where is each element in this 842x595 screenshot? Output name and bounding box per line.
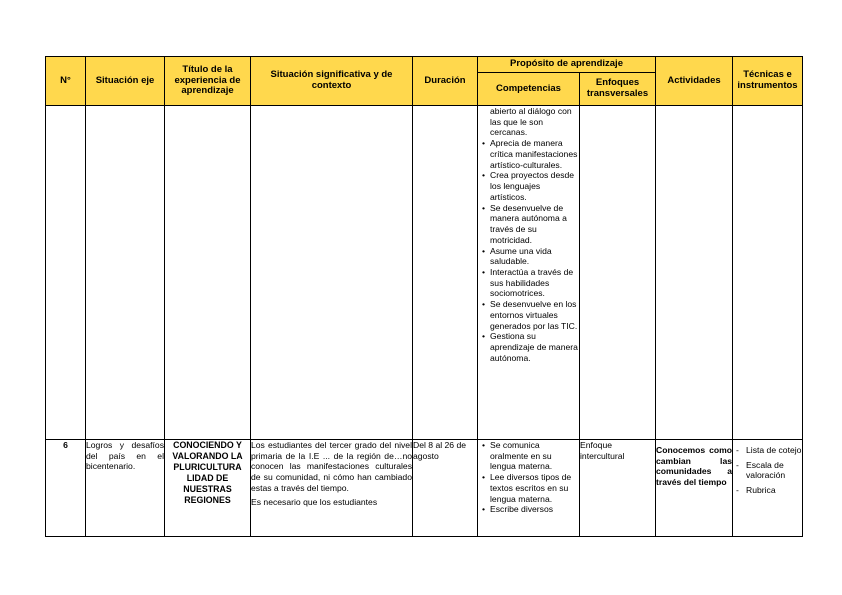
header-tecnicas: Técnicas e instrumentos (733, 57, 803, 106)
row-6 (46, 440, 803, 537)
list-item: • Escribe diversos (482, 504, 579, 515)
row6-enfoque: Enfoque intercultural (580, 440, 656, 537)
cont-num (46, 106, 86, 440)
continuation-row (46, 106, 803, 440)
row6-tecnicas (733, 440, 803, 537)
row6-situacion-p2: Es necesario que los estudiantes (251, 496, 378, 507)
row6-titulo: CONOCIENDO Y VALORANDO LA PLURICULTURA LIDAD DE NUESTRAS REGIONES (165, 440, 251, 537)
cont-competencias-list (482, 138, 579, 363)
list-item: - Rubrica (736, 485, 802, 496)
row6-tecnicas-list (733, 445, 802, 496)
planning-table (45, 56, 803, 537)
header-enfoques: Enfoques transversales (580, 73, 656, 106)
row6-competencias (478, 440, 580, 537)
list-item: - Escala de valoración (736, 460, 802, 481)
cont-tecnicas (733, 106, 803, 440)
list-item: • Lee diversos tipos de textos escritos en su lengua materna. (482, 472, 579, 504)
cont-situacion (251, 106, 413, 440)
cont-enfoques (580, 106, 656, 440)
header-titulo: Título de la experiencia de aprendizaje (165, 57, 251, 106)
header-actividades: Actividades (656, 57, 733, 106)
list-item: • Gestiona su aprendizaje de manera autónoma. (482, 331, 579, 363)
row6-situacion-eje: Logros y desafíos del país en el bicentenario. (86, 440, 165, 537)
list-item: • Se comunica oralmente en su lengua materna. (482, 440, 579, 472)
row6-duracion: Del 8 al 26 de agosto (413, 440, 478, 537)
list-item: • Aprecia de manera crítica manifestaciones artístico-culturales. (482, 138, 579, 170)
cont-actividades (656, 106, 733, 440)
list-item: - Lista de cotejo (736, 445, 802, 456)
header-competencias: Competencias (478, 73, 580, 106)
row6-actividades: Conocemos como cambian las comunidades a través del tiempo (656, 440, 733, 537)
list-item: • Se desenvuelve en los entornos virtuales generados por las TIC. (482, 299, 579, 331)
header-num: N° (46, 57, 86, 106)
list-item: • Interactúa a través de sus habilidades sociomotrices. (482, 267, 579, 299)
header-row-1 (46, 57, 803, 73)
header-situacion-eje: Situación eje (86, 57, 165, 106)
cont-situacion-eje (86, 106, 165, 440)
cont-competencia-fragment: abierto al diálogo con las que le son cercanas. (490, 106, 572, 138)
row6-num: 6 (46, 440, 86, 537)
cont-competencias (478, 106, 580, 440)
row6-competencias-list (478, 440, 579, 515)
list-item: • Crea proyectos desde los lenguajes artísticos. (482, 170, 579, 202)
header-proposito: Propósito de aprendizaje (478, 57, 656, 73)
list-item: • Se desenvuelve de manera autónoma a través de su motricidad. (482, 203, 579, 246)
row6-situacion (251, 440, 413, 537)
header-situacion-significativa: Situación significativa y de contexto (251, 57, 413, 106)
list-item: • Asume una vida saludable. (482, 246, 579, 267)
header-duracion: Duración (413, 57, 478, 106)
cont-duracion (413, 106, 478, 440)
row6-situacion-p1: Los estudiantes del tercer grado del nivel primaria de la I.E ... de la región de…no conocen las manifestaciones culturales de su comunidad, ni cómo han cambiado estas a través del tiempo. (251, 440, 412, 493)
cont-titulo (165, 106, 251, 440)
